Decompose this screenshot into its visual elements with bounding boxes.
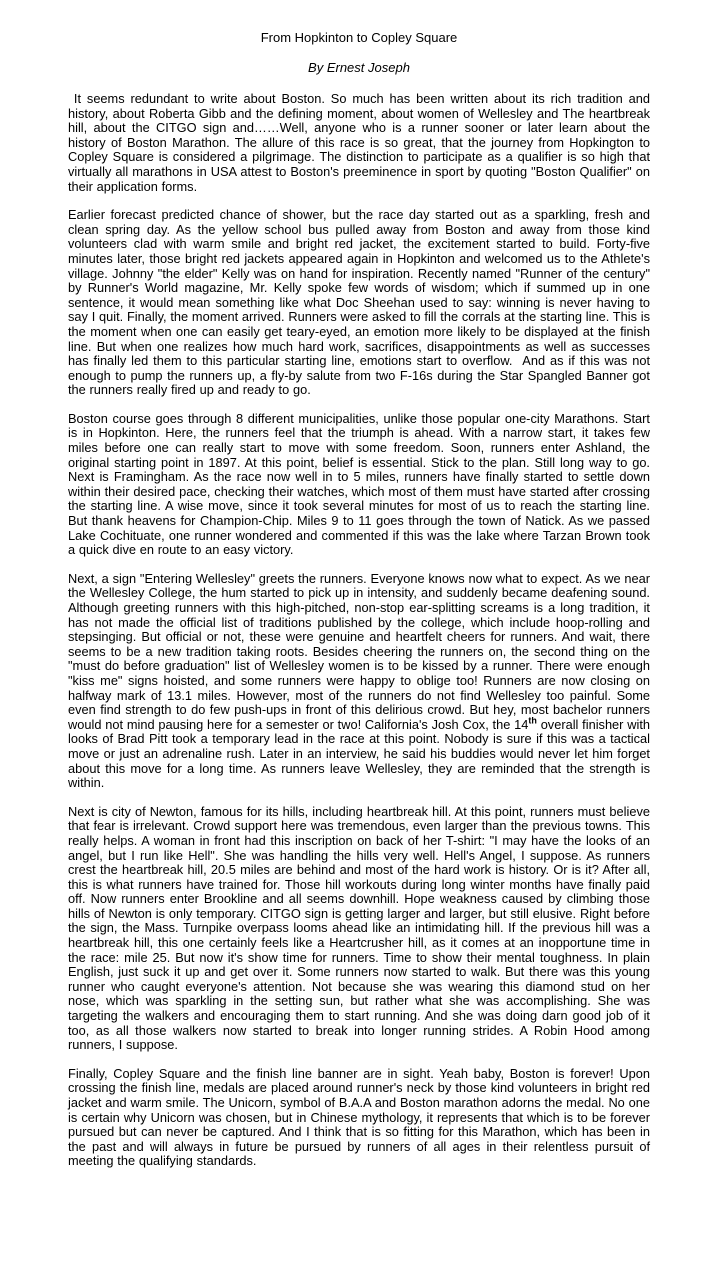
- text-run: Earlier forecast predicted chance of shower, but the race day started out as a sparkling, fresh and clean spring day. As the yellow school bus pulled away from Boston and away from those kind volunteers clad with warm smile and bright red jacket, the excitement started to build. Forty-five minutes later, those bright red jackets appeared again in Hopkinton and welcomed us to the Athlete's village. Johnny "the elder" Kelly was on hand for inspiration. Recently named "Runner of the century" by Runner's World magazine, Mr. Kelly spoke few words of wisdom; which if summed up in one sentence, it would mean something like what Doc Sheehan used to say: winning is never having to say I quit. Finally, the moment arrived. Runners were asked to fill the corrals at the starting line. This is the moment when one can easily get teary-eyed, an emotion more likely to be displayed at the finish line. But when one realizes how much hard work, sacrifices, disappointments as well as successes has finally led them to this particular starting line, emotions start to overflow. And as if this was not enough to pump the runners up, a fly-by salute from two F-16s during the Star Spangled Banner got the runners really fired up and ready to go.: [68, 207, 650, 398]
- paragraph: [68, 92, 650, 194]
- paragraph: [68, 412, 650, 558]
- document-body: [68, 92, 650, 1169]
- text-run: overall finisher with looks of Brad Pitt took a temporary lead in the race at this point. Nobody is sure if this was a tactical move or just an adrenaline rush. Later in an interview, he said his buddies would never let him forget about this move for a long time. As runners leave Wellesley, they are reminded that the strength is within.: [68, 716, 650, 791]
- superscript-text-run: th: [528, 715, 537, 726]
- paragraph: [68, 572, 650, 791]
- text-run: Next, a sign "Entering Wellesley" greets the runners. Everyone knows now what to expect. As we near the Wellesley College, the hum started to pick up in intensity, and suddenly became deafening sound. Although greeting runners with this high-pitched, non-stop ear-splitting screams is a long tradition, it has not made the official list of traditions published by the college, which include hoop-rolling and stepsinging. But official or not, these were genuine and heartfelt cheers for runners. And wait, there seems to be a new tradition taking roots. Besides cheering the runners on, the second thing on the "must do before graduation" list of Wellesley women is to be kissed by a runner. There were enough "kiss me" signs hoisted, and some runners were happy to oblige too! Runners are now closing on halfway mark of 13.1 miles. However, most of the runners do not find Wellesley too painful. Some even find strength to do few push-ups in front of this delirious crowd. But hey, most bachelor runners would not mind pausing here for a semester or two! California's Josh Cox, the 14: [68, 570, 650, 732]
- text-run: It seems redundant to write about Boston. So much has been written about its rich tradition and history, about Roberta Gibb and the defining moment, about women of Wellesley and The heartbreak hill, about the CITGO sign and……Well, anyone who is a runner sooner or later learn about the history of Boston Marathon. The allure of this race is so great, that the journey from Hopkington to Copley Square is considered a pilgrimage. The distinction to participate as a qualifier is so high that virtually all marathons in USA attest to Boston's preeminence in sport by quoting "Boston Qualifier" on their application forms.: [68, 91, 650, 194]
- text-run: Boston course goes through 8 different municipalities, unlike those popular one-city Marathons. Start is in Hopkinton. Here, the runners feel that the triumph is ahead. With a narrow start, it takes few miles before one can really start to move with some freedom. Soon, runners enter Ashland, the original starting point in 1897. At this point, belief is essential. Stick to the plan. Still long way to go. Next is Framingham. As the race now well in to 5 miles, runners have finally started to settle down within their desired pace, checking their watches, which most of them must have started after crossing the starting line. A wise move, since it took several minutes for most of us to reach the starting line. But thank heavens for Champion-Chip. Miles 9 to 11 goes through the town of Natick. As we passed Lake Cochituate, one runner wondered and commented if this was the lake where Tarzan Brown took a quick dive en route to an easy victory.: [68, 410, 650, 558]
- text-run: Next is city of Newton, famous for its hills, including heartbreak hill. At this point, runners must believe that fear is irrelevant. Crowd support here was tremendous, even larger than the previous towns. This really helps. A woman in front had this inscription on back of her T-shirt: "I may have the looks of an angel, but I run like Hell". She was handling the hills very well. Hell's Angel, I suppose. As runners crest the heartbreak hill, 20.5 miles are behind and most of the hard work is history. Or is it? After all, this is what runners have trained for. Those hill workouts during long winter months have finally paid off. Now runners enter Brookline and all seems downhill. Hope weakness caused by climbing those hills of Newton is only temporary. CITGO sign is getting larger and larger, but still elusive. Right before the sign, the Mass. Turnpike overpass looms ahead like an intimidating hill. If the previous hill was a heartbreak hill, this one certainly feels like a Heartcrusher hill, as it comes at an inopportune time in the race: mile 25. But now it's show time for runners. Time to show their mental toughness. In plain English, just suck it up and get over it. Some runners now started to walk. But there was this young runner who caught everyone's attention. Not because she was wearing this diamond stud on her nose, which was sparkling in the setting sun, but rather what she was accomplishing. She was targeting the walkers and encouraging them to start running. And she was doing darn good job of it too, as all those walkers now started to break into longer running strides. A Robin Hood among runners, I suppose.: [68, 803, 650, 1053]
- document-byline: By Ernest Joseph: [308, 60, 410, 75]
- text-run: Finally, Copley Square and the finish line banner are in sight. Yeah baby, Boston is forever! Upon crossing the finish line, medals are placed around runner's neck by those kind volunteers in bright red jacket and warm smile. The Unicorn, symbol of B.A.A and Boston marathon adorns the medal. No one is certain why Unicorn was chosen, but in Chinese mythology, it represents that which is to be forever pursued but can never be captured. And I think that is so fitting for this Marathon, which has been in the past and will always in future be pursued by runners of all ages in their relentless pursuit of meeting the qualifying standards.: [68, 1065, 650, 1169]
- document-title: From Hopkinton to Copley Square: [260, 30, 458, 45]
- paragraph: [68, 208, 650, 398]
- paragraph: [68, 805, 650, 1053]
- paragraph: [68, 1067, 650, 1169]
